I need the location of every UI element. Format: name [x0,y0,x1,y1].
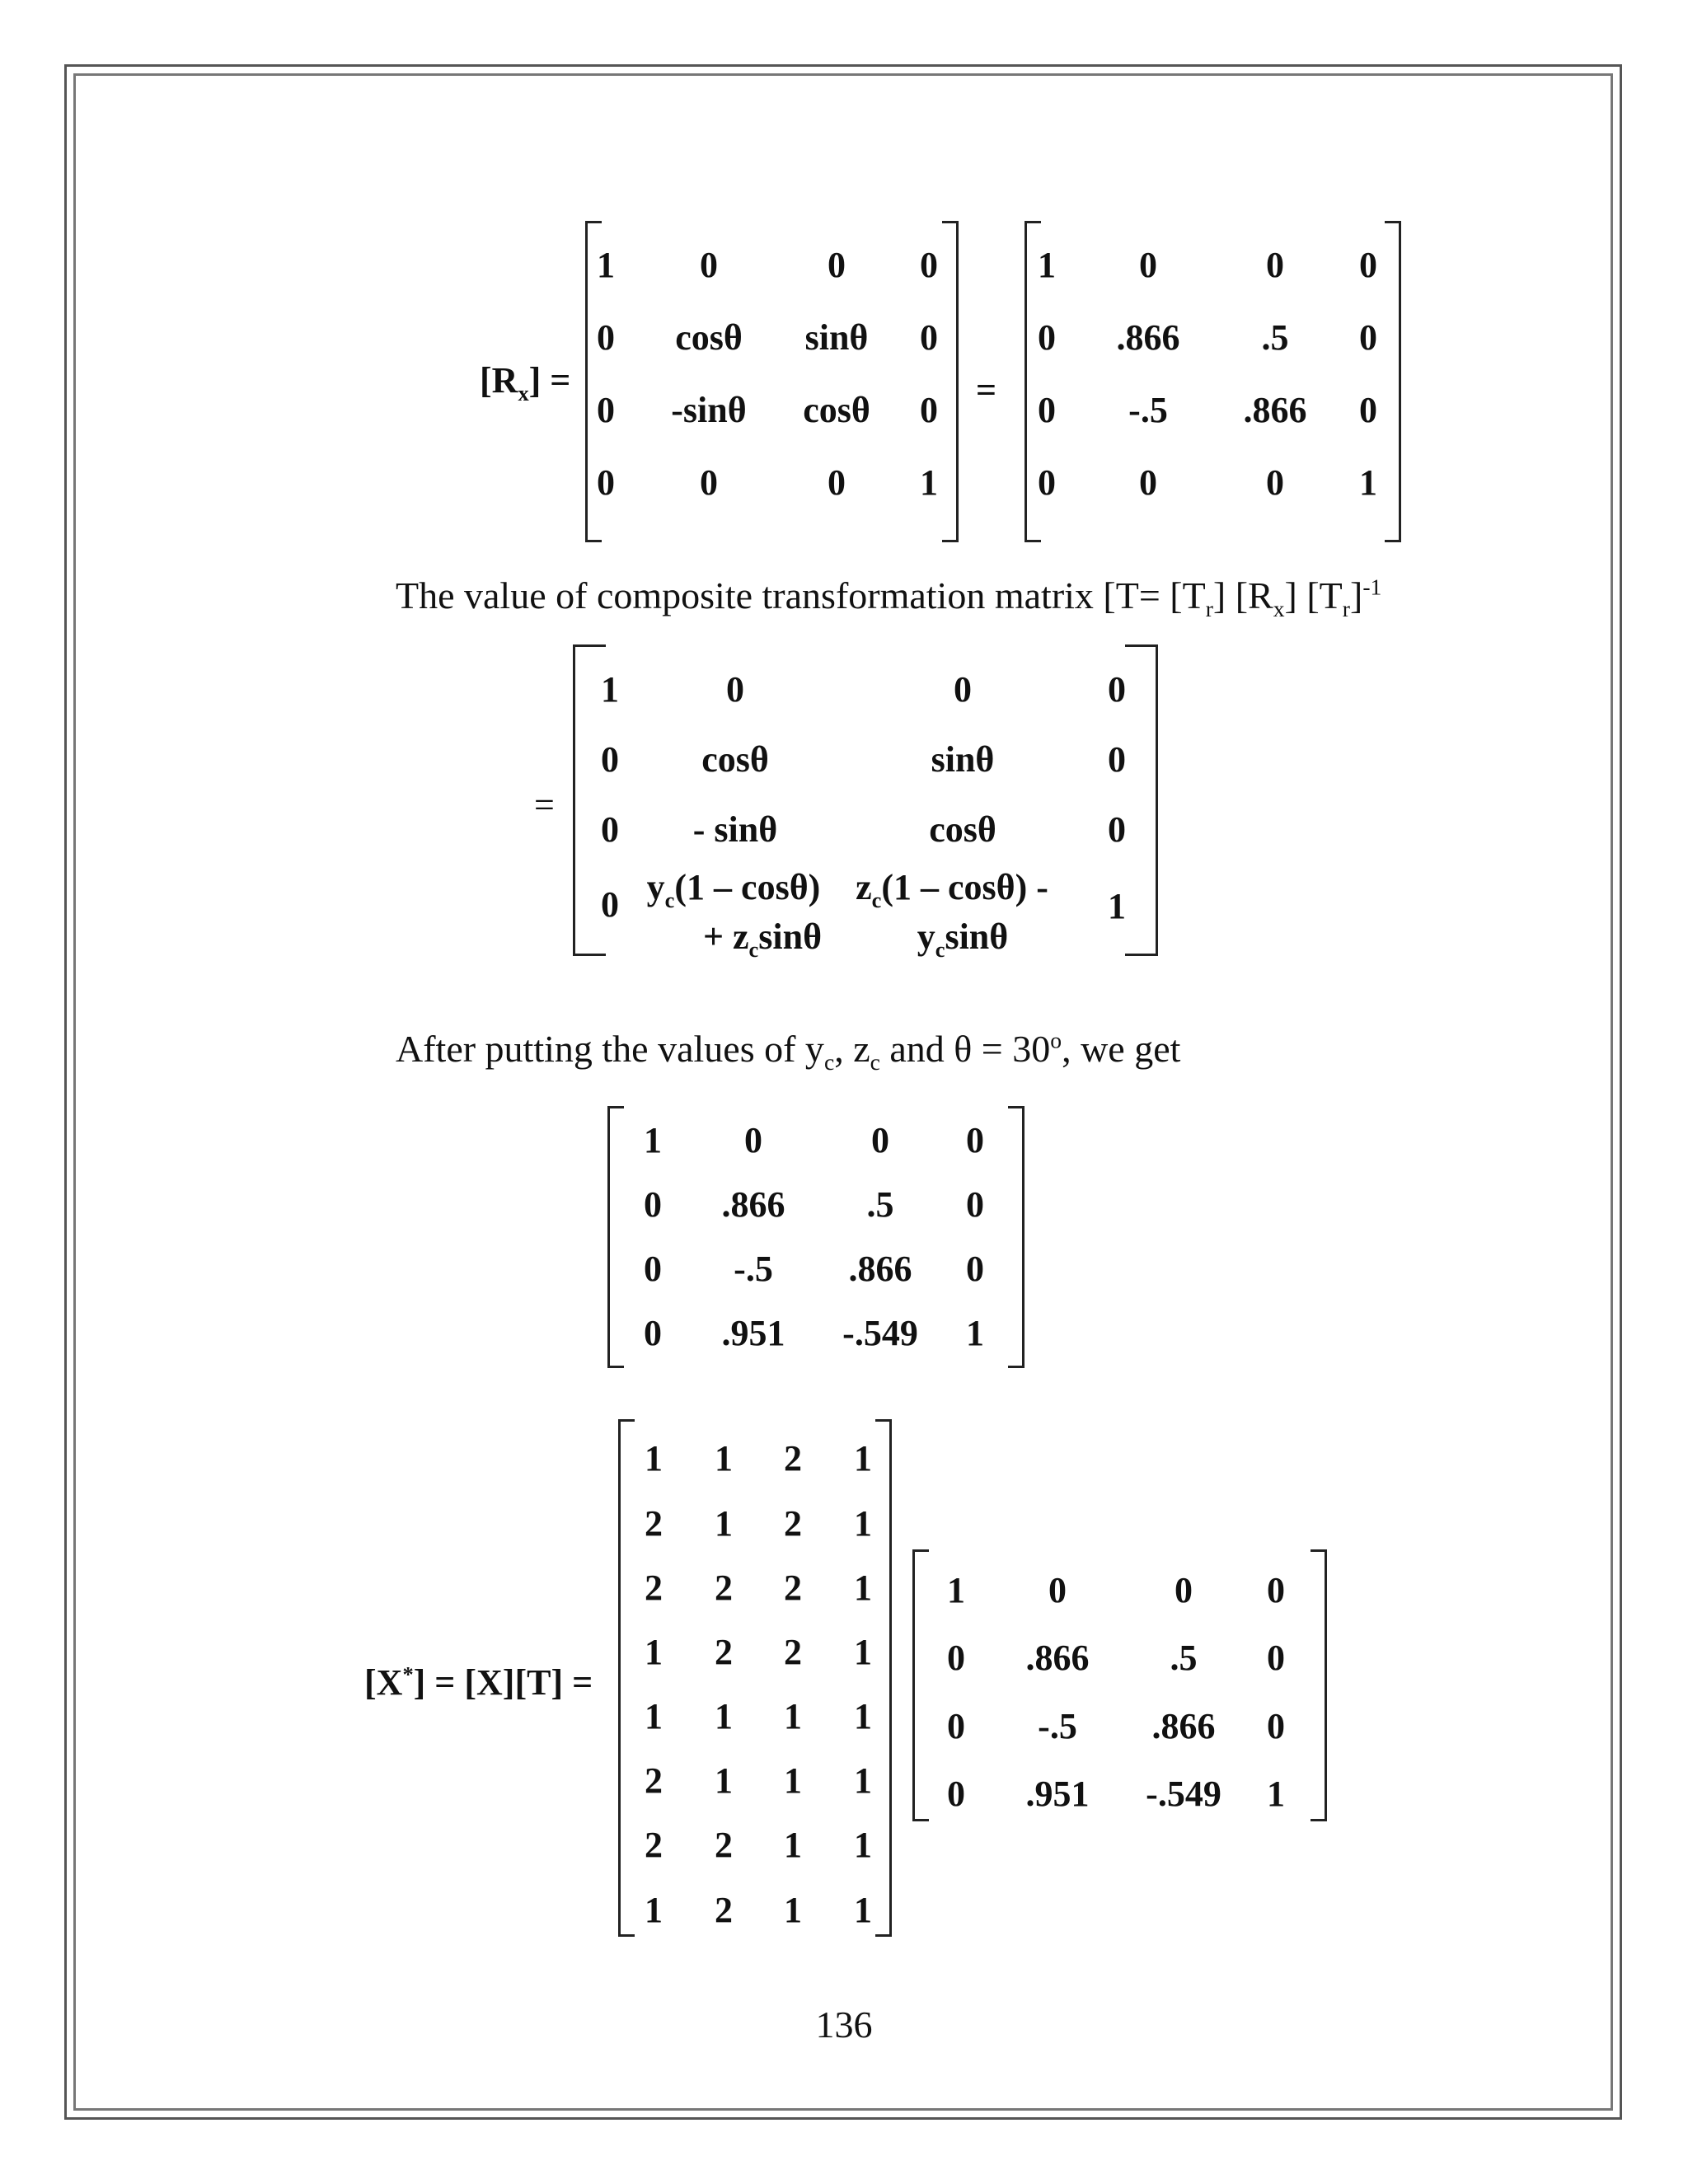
composite-cell-3-0: 0 [601,884,619,925]
x-matrix-cell-3-1: 2 [715,1632,733,1672]
result-cell-0-2: 0 [871,1120,889,1160]
result-cell-0-0: 1 [644,1120,662,1160]
rx-symbolic-cell-2-1: -sinθ [671,390,747,430]
rx-label [480,360,571,405]
composite-cell-1-0: 0 [601,739,619,780]
after-text-a-sub: c [823,1049,835,1076]
t-matrix-cell-0-3: 0 [1267,1570,1285,1610]
x-matrix-cell-2-2: 2 [784,1568,802,1608]
composite-equals: = [534,785,555,825]
x-matrix-cell-7-1: 2 [715,1890,733,1930]
rx-symbolic-cell-3-1: 0 [700,462,718,503]
page-number: 136 [815,2004,873,2046]
composite-cell-0-2: 0 [954,669,972,710]
t-matrix-cell-0-1: 0 [1048,1570,1067,1610]
x-matrix-cell-3-3: 1 [854,1632,872,1672]
composite-c2-l1-sub: c [664,887,675,912]
t-matrix-cell-2-0: 0 [947,1706,965,1746]
x-matrix-cell-5-3: 1 [854,1760,872,1801]
rx-symbolic-cell-3-3: 1 [920,462,938,503]
rx-numeric-cell-0-3: 0 [1359,245,1377,285]
x-matrix-cell-3-2: 2 [784,1632,802,1672]
composite-cell-3-3: 1 [1108,886,1126,926]
x-matrix-cell-1-1: 1 [715,1503,733,1544]
x-matrix-cell-1-0: 2 [645,1503,663,1544]
rx-numeric-cell-3-1: 0 [1139,462,1157,503]
xstar-label-a: [X [364,1662,403,1703]
composite-c3-l2-a: y [917,916,935,957]
composite-text-c: ] [T [1284,574,1343,616]
x-matrix-cell-7-3: 1 [854,1890,872,1930]
composite-cell-2-1: - sinθ [692,809,778,850]
result-cell-3-3: 1 [966,1313,984,1353]
rx-symbolic-cell-1-2: sinθ [804,317,869,358]
result-cell-2-0: 0 [644,1249,662,1289]
rx-numeric-cell-1-0: 0 [1038,317,1056,358]
result-cell-0-1: 0 [744,1120,762,1160]
t-matrix-cell-3-2: -.549 [1146,1774,1221,1814]
x-matrix-cell-0-1: 1 [715,1438,733,1479]
composite-c2-l2-b: sinθ [758,916,823,957]
rx-numeric-cell-2-0: 0 [1038,390,1056,430]
x-matrix-cell-5-2: 1 [784,1760,802,1801]
x-matrix-cell-4-0: 1 [645,1696,663,1736]
x-matrix-cell-1-2: 2 [784,1503,802,1544]
x-matrix-cell-0-0: 1 [645,1438,663,1479]
result-cell-1-3: 0 [966,1184,984,1225]
t-matrix-cell-1-2: .5 [1170,1638,1198,1678]
x-matrix-bracket-left [618,1419,635,1937]
t-matrix-bracket-left [912,1549,929,1821]
x-matrix-cell-0-3: 1 [854,1438,872,1479]
result-cell-3-0: 0 [644,1313,662,1353]
rx-symbolic-cell-1-0: 0 [597,317,615,358]
x-matrix-cell-0-2: 2 [784,1438,802,1479]
result-bracket-right [1008,1106,1025,1368]
after-text-d: , we get [1062,1028,1181,1070]
rx-label-main: [R [480,360,518,401]
composite-c3-l2-b: sinθ [945,916,1009,957]
x-matrix-cell-4-3: 1 [854,1696,872,1736]
x-matrix-cell-2-3: 1 [854,1568,872,1608]
composite-c2-l1-a: y [646,867,665,907]
composite-cell-0-3: 0 [1108,669,1126,710]
composite-cell-1-3: 0 [1108,739,1126,780]
composite-cell-2-3: 0 [1108,809,1126,850]
x-matrix-cell-6-1: 2 [715,1825,733,1865]
x-matrix-cell-4-1: 1 [715,1696,733,1736]
xstar-label-b: ] = [X][T] = [413,1662,593,1703]
rx-symbolic-cell-2-2: cosθ [803,390,870,430]
x-matrix-cell-6-3: 1 [854,1825,872,1865]
after-text-c-sup: o [1050,1027,1062,1053]
composite-cell-3-1-line2 [702,916,823,962]
t-matrix-cell-3-0: 0 [947,1774,965,1814]
composite-cell-2-2: cosθ [929,809,996,850]
composite-text-b-sub: x [1273,596,1285,622]
x-matrix-cell-2-1: 2 [715,1568,733,1608]
composite-cell-3-1-line1 [646,867,821,912]
rx-equals: = [976,370,997,410]
rx-symbolic-cell-0-3: 0 [920,245,938,285]
composite-c3-l1-sub: c [871,887,882,912]
rx-symbolic-cell-2-0: 0 [597,390,615,430]
composite-c2-l1-b: (1 – cosθ) [674,867,821,907]
xstar-label [364,1661,593,1703]
result-cell-3-2: -.549 [842,1313,918,1353]
x-matrix-bracket-right [875,1419,892,1937]
x-matrix-cell-2-0: 2 [645,1568,663,1608]
composite-c3-l1-a: z [856,867,872,907]
rx-numeric-cell-2-1: -.5 [1128,390,1168,430]
x-matrix-cell-7-0: 1 [645,1890,663,1930]
t-matrix-cell-3-1: .951 [1025,1774,1090,1814]
rx-symbolic-cell-0-0: 1 [597,245,615,285]
after-text-a: After putting the values of y [396,1028,824,1070]
rx-numeric-cell-3-0: 0 [1038,462,1056,503]
composite-cell-3-2-line2 [917,916,1009,962]
composite-c2-l2-sub: c [748,936,759,962]
rx-numeric-cell-1-3: 0 [1359,317,1377,358]
rx-symbolic-cell-3-2: 0 [828,462,846,503]
result-cell-2-2: .866 [848,1249,912,1289]
result-cell-0-3: 0 [966,1120,984,1160]
composite-cell-2-0: 0 [601,809,619,850]
x-matrix-cell-1-3: 1 [854,1503,872,1544]
t-matrix-cell-0-2: 0 [1175,1570,1193,1610]
rx-numeric-cell-0-1: 0 [1139,245,1157,285]
rx-symbolic-cell-3-0: 0 [597,462,615,503]
result-cell-1-2: .5 [866,1184,894,1225]
composite-cell-1-2: sinθ [931,739,995,780]
rx-symbolic-cell-1-1: cosθ [675,317,743,358]
composite-c3-l2-sub: c [935,936,945,962]
page-border-inner [73,73,1613,2111]
t-matrix-cell-0-0: 1 [947,1570,965,1610]
rx-numeric-cell-2-3: 0 [1359,390,1377,430]
result-cell-3-1: .951 [721,1313,785,1353]
rx-symbolic-bracket-right [942,221,959,542]
rx-numeric-cell-0-2: 0 [1266,245,1284,285]
x-matrix-cell-6-2: 1 [784,1825,802,1865]
rx-symbolic-cell-1-3: 0 [920,317,938,358]
composite-text-a: The value of composite transformation matrix [T= [T [396,574,1206,616]
rx-symbolic-cell-0-2: 0 [828,245,846,285]
composite-cell-3-2-line1 [856,867,1048,912]
result-bracket-left [607,1106,624,1368]
composite-bracket-right [1125,644,1158,956]
after-text-b: , z [834,1028,870,1070]
rx-numeric-cell-3-3: 1 [1359,462,1377,503]
rx-symbolic-cell-2-3: 0 [920,390,938,430]
t-matrix-cell-2-1: -.5 [1038,1706,1077,1746]
after-text-b-sub: c [870,1049,880,1076]
xstar-label-sup: * [402,1661,414,1687]
composite-text-d-sup: -1 [1362,574,1382,600]
t-matrix-cell-3-3: 1 [1267,1774,1285,1814]
composite-text-d: ] [1349,574,1363,616]
composite-text-c-sub: r [1342,596,1350,622]
rx-numeric-cell-3-2: 0 [1266,462,1284,503]
rx-numeric-cell-2-2: .866 [1243,390,1307,430]
rx-numeric-cell-0-0: 1 [1038,245,1056,285]
composite-cell-1-1: cosθ [701,739,769,780]
rx-numeric-bracket-right [1385,221,1401,542]
t-matrix-cell-1-1: .866 [1025,1638,1090,1678]
composite-cell-0-1: 0 [726,669,744,710]
x-matrix-cell-6-0: 2 [645,1825,663,1865]
x-matrix-cell-7-2: 1 [784,1890,802,1930]
composite-c2-l2-a: + z [702,916,749,957]
after-text-c: and θ = 30 [879,1028,1051,1070]
composite-text-a-sub: r [1205,596,1213,622]
composite-intro-text [396,574,1382,622]
t-matrix-cell-2-3: 0 [1267,1706,1285,1746]
composite-c3-l1-b: (1 – cosθ) - [881,867,1048,907]
t-matrix-bracket-right [1311,1549,1327,1821]
rx-symbolic-cell-0-1: 0 [700,245,718,285]
result-cell-2-1: -.5 [734,1249,773,1289]
x-matrix-cell-5-0: 2 [645,1760,663,1801]
t-matrix-cell-1-3: 0 [1267,1638,1285,1678]
rx-label-sub: x [518,380,529,405]
result-cell-1-1: .866 [721,1184,785,1225]
x-matrix-cell-4-2: 1 [784,1696,802,1736]
rx-numeric-cell-1-1: .866 [1116,317,1180,358]
rx-label-tail: ] = [528,360,571,401]
x-matrix-cell-3-0: 1 [645,1632,663,1672]
after-text [396,1027,1181,1076]
result-cell-2-3: 0 [966,1249,984,1289]
t-matrix-cell-2-2: .866 [1151,1706,1216,1746]
rx-numeric-cell-1-2: .5 [1261,317,1289,358]
x-matrix-cell-5-1: 1 [715,1760,733,1801]
composite-text-b: ] [R [1212,574,1273,616]
result-cell-1-0: 0 [644,1184,662,1225]
t-matrix-cell-1-0: 0 [947,1638,965,1678]
composite-cell-0-0: 1 [601,669,619,710]
